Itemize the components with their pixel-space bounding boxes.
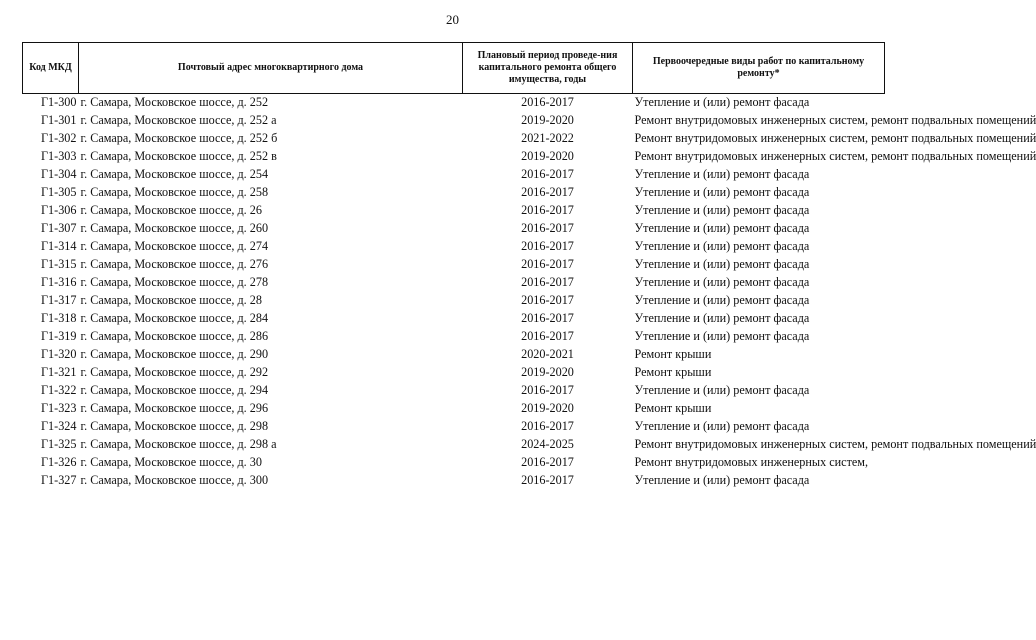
table-row [23, 274, 885, 292]
row-period: 2016-2017 [521, 221, 574, 235]
table-row [23, 472, 885, 490]
row-period: 2016-2017 [521, 185, 574, 199]
row-address: г. Самара, Московское шоссе, д. 252 б [80, 131, 278, 145]
row-period: 2016-2017 [521, 257, 574, 271]
header-code: Код МКД [23, 43, 79, 94]
row-code: Г1-318 [41, 311, 77, 325]
row-code: Г1-304 [41, 167, 77, 181]
table-row [23, 166, 885, 184]
row-code: Г1-306 [41, 203, 77, 217]
header-address: Почтовый адрес многоквартирного дома [79, 43, 463, 94]
row-works: Утепление и (или) ремонт фасада [634, 185, 810, 199]
row-code: Г1-303 [41, 149, 77, 163]
row-period: 2016-2017 [521, 473, 574, 487]
row-address: г. Самара, Московское шоссе, д. 30 [80, 455, 262, 469]
table-row [23, 364, 885, 382]
row-works: Утепление и (или) ремонт фасада [634, 293, 810, 307]
page-number: 20 [446, 12, 459, 27]
row-period: 2016-2017 [521, 275, 574, 289]
row-code: Г1-324 [41, 419, 77, 433]
row-works: Утепление и (или) ремонт фасада [634, 383, 810, 397]
row-works: Ремонт крыши [634, 401, 712, 415]
row-works: Утепление и (или) ремонт фасада [634, 167, 810, 181]
table-row [23, 202, 885, 220]
table-row [23, 418, 885, 436]
row-works: Ремонт внутридомовых инженерных систем, ремонт подвальных помещений [634, 113, 1036, 127]
row-code: Г1-300 [41, 95, 77, 109]
row-address: г. Самара, Московское шоссе, д. 252 [80, 95, 269, 109]
table-row [23, 292, 885, 310]
table-body [23, 94, 1036, 491]
table-row [23, 436, 885, 454]
row-address: г. Самара, Московское шоссе, д. 26 [80, 203, 262, 217]
row-period: 2016-2017 [521, 203, 574, 217]
row-address: г. Самара, Московское шоссе, д. 252 а [80, 113, 277, 127]
row-works: Ремонт внутридомовых инженерных систем, [634, 455, 869, 469]
row-address: г. Самара, Московское шоссе, д. 260 [80, 221, 269, 235]
row-code: Г1-314 [41, 239, 77, 253]
row-period: 2016-2017 [521, 455, 574, 469]
row-period: 2020-2021 [521, 347, 574, 361]
row-works: Утепление и (или) ремонт фасада [634, 221, 810, 235]
row-works: Ремонт крыши [634, 365, 712, 379]
row-address: г. Самара, Московское шоссе, д. 284 [80, 311, 269, 325]
table-row [23, 112, 885, 130]
row-address: г. Самара, Московское шоссе, д. 298 [80, 419, 269, 433]
table-row [23, 94, 885, 113]
row-address: г. Самара, Московское шоссе, д. 292 [80, 365, 269, 379]
row-address: г. Самара, Московское шоссе, д. 28 [80, 293, 262, 307]
row-address: г. Самара, Московское шоссе, д. 252 в [80, 149, 277, 163]
row-code: Г1-315 [41, 257, 77, 271]
table-row [23, 454, 885, 472]
row-works: Утепление и (или) ремонт фасада [634, 473, 810, 487]
table-row [23, 328, 885, 346]
row-code: Г1-326 [41, 455, 77, 469]
table-row [23, 256, 885, 274]
row-works: Утепление и (или) ремонт фасада [634, 239, 810, 253]
row-period: 2019-2020 [521, 149, 574, 163]
row-code: Г1-317 [41, 293, 77, 307]
row-period: 2016-2017 [521, 95, 574, 109]
table-row [23, 400, 885, 418]
table-row [23, 130, 885, 148]
table-row [23, 220, 885, 238]
row-works: Утепление и (или) ремонт фасада [634, 329, 810, 343]
row-period: 2019-2020 [521, 401, 574, 415]
row-address: г. Самара, Московское шоссе, д. 254 [80, 167, 269, 181]
table-row [23, 382, 885, 400]
table-row [23, 346, 885, 364]
row-address: г. Самара, Московское шоссе, д. 300 [80, 473, 269, 487]
row-period: 2021-2022 [521, 131, 574, 145]
row-works: Ремонт внутридомовых инженерных систем, ремонт подвальных помещений [634, 149, 1036, 163]
row-works: Утепление и (или) ремонт фасада [634, 95, 810, 109]
row-address: г. Самара, Московское шоссе, д. 296 [80, 401, 269, 415]
row-period: 2016-2017 [521, 311, 574, 325]
table-header [23, 43, 885, 94]
row-address: г. Самара, Московское шоссе, д. 298 а [80, 437, 277, 451]
capital-repair-table [22, 42, 1036, 490]
row-code: Г1-301 [41, 113, 77, 127]
row-code: Г1-320 [41, 347, 77, 361]
row-works: Утепление и (или) ремонт фасада [634, 257, 810, 271]
header-works: Первоочередные виды работ по капитальному ремонту* [633, 43, 885, 94]
table-row [23, 148, 885, 166]
row-period: 2019-2020 [521, 113, 574, 127]
row-period: 2019-2020 [521, 365, 574, 379]
row-period: 2016-2017 [521, 239, 574, 253]
row-period: 2016-2017 [521, 329, 574, 343]
row-works: Утепление и (или) ремонт фасада [634, 311, 810, 325]
row-works: Ремонт внутридомовых инженерных систем, ремонт подвальных помещений [634, 437, 1036, 451]
row-code: Г1-321 [41, 365, 77, 379]
row-address: г. Самара, Московское шоссе, д. 290 [80, 347, 269, 361]
row-works: Утепление и (или) ремонт фасада [634, 203, 810, 217]
table-row [23, 238, 885, 256]
row-works: Утепление и (или) ремонт фасада [634, 419, 810, 433]
row-address: г. Самара, Московское шоссе, д. 278 [80, 275, 269, 289]
row-address: г. Самара, Московское шоссе, д. 294 [80, 383, 269, 397]
row-works: Ремонт крыши [634, 347, 712, 361]
row-period: 2016-2017 [521, 167, 574, 181]
row-code: Г1-302 [41, 131, 77, 145]
row-address: г. Самара, Московское шоссе, д. 286 [80, 329, 269, 343]
row-code: Г1-307 [41, 221, 77, 235]
table-row [23, 310, 885, 328]
row-code: Г1-319 [41, 329, 77, 343]
row-code: Г1-323 [41, 401, 77, 415]
row-address: г. Самара, Московское шоссе, д. 258 [80, 185, 269, 199]
row-works: Утепление и (или) ремонт фасада [634, 275, 810, 289]
row-code: Г1-316 [41, 275, 77, 289]
row-period: 2016-2017 [521, 383, 574, 397]
table-row [23, 184, 885, 202]
row-code: Г1-322 [41, 383, 77, 397]
row-address: г. Самара, Московское шоссе, д. 274 [80, 239, 269, 253]
row-period: 2024-2025 [521, 437, 574, 451]
row-works: Ремонт внутридомовых инженерных систем, ремонт подвальных помещений [634, 131, 1036, 145]
row-code: Г1-305 [41, 185, 77, 199]
header-row [23, 43, 885, 94]
row-period: 2016-2017 [521, 293, 574, 307]
row-code: Г1-325 [41, 437, 77, 451]
header-period: Плановый период проведе-ния капитального ремонта общего имущества, годы [463, 43, 633, 94]
row-period: 2016-2017 [521, 419, 574, 433]
row-address: г. Самара, Московское шоссе, д. 276 [80, 257, 269, 271]
row-code: Г1-327 [41, 473, 77, 487]
